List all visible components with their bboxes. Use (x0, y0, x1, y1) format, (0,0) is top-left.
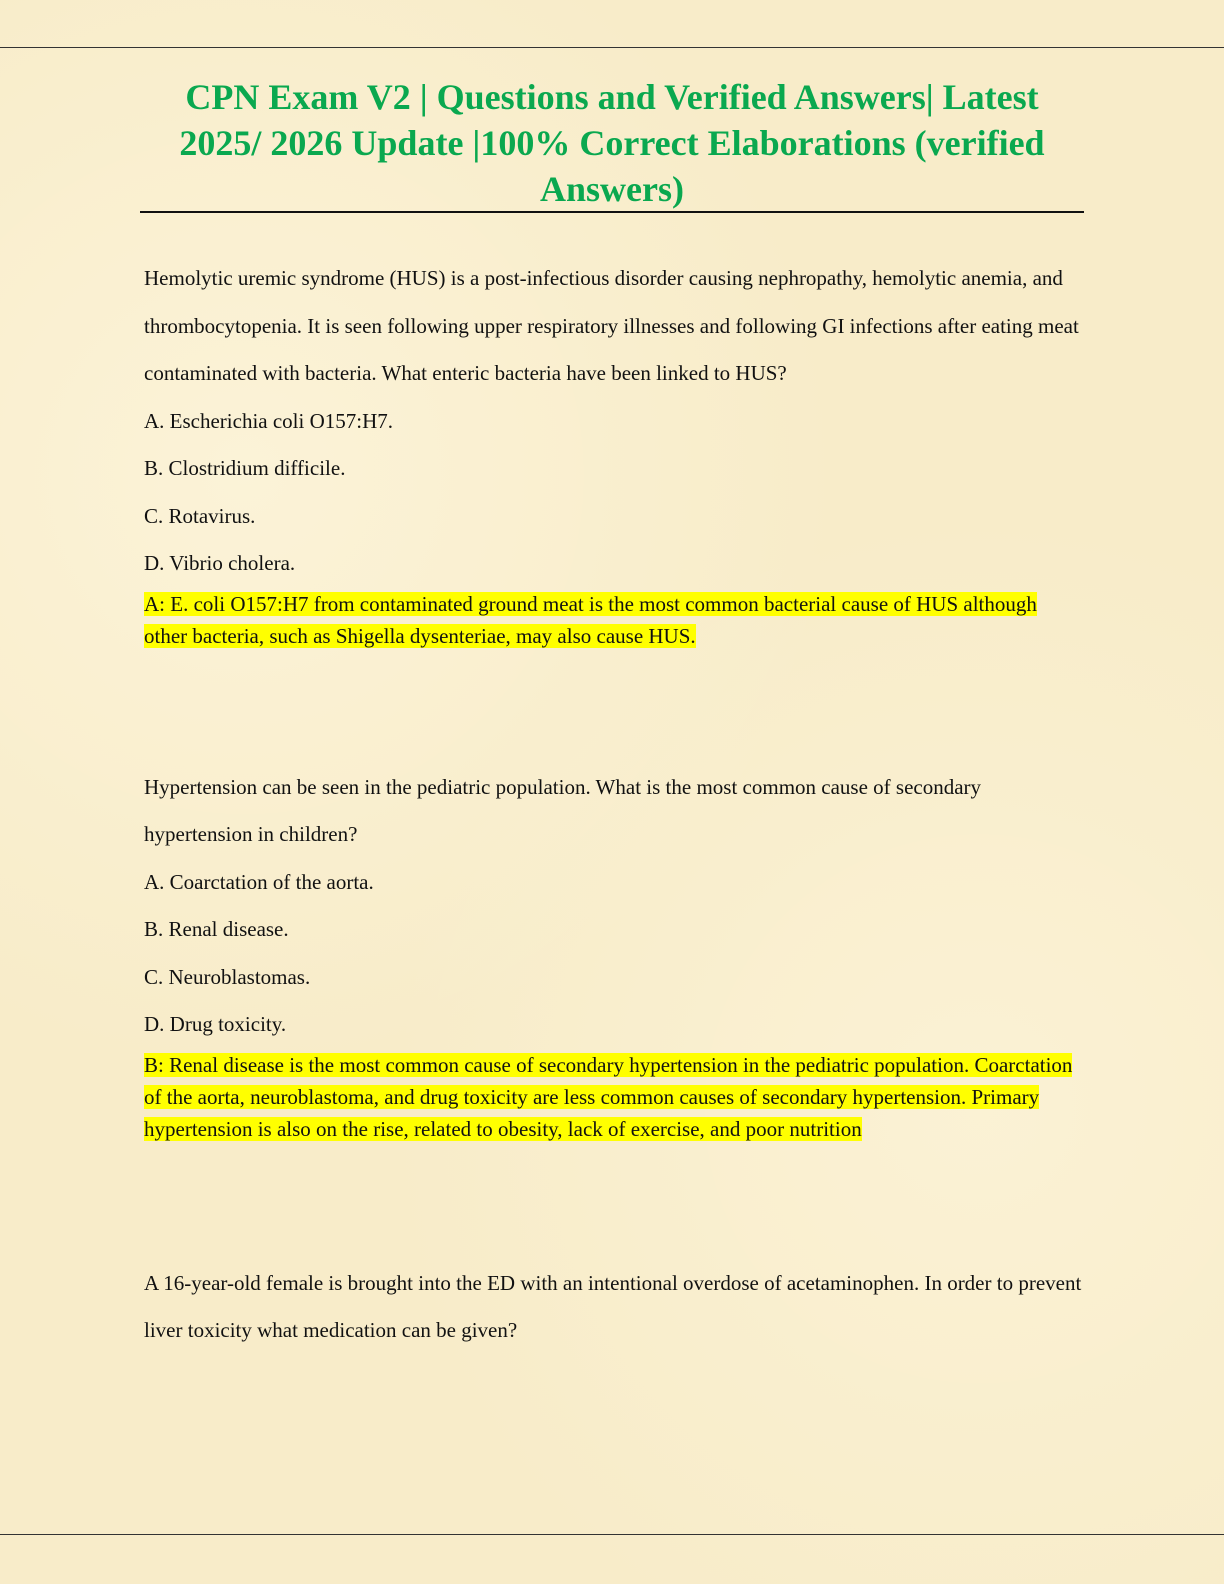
answer-option: C. Neuroblastomas. (144, 964, 311, 989)
spacer (144, 1145, 1084, 1260)
question-stem: Hemolytic uremic syndrome (HUS) is a post-infectious disorder causing nephropathy, hemolytic anemia, and thrombocytopenia. It is seen following upper respiratory illnesses and following GI infections after eating meat contaminated with bacteria. What enteric bacteria have been linked to HUS? (144, 266, 1079, 385)
question-stem: Hypertension can be seen in the pediatric population. What is the most common cause of secondary hypertension in children? (144, 774, 982, 846)
highlighted-answer: A: E. coli O157:H7 from contaminated ground meat is the most common bacterial cause of HUS although other bacteria, such as Shigella dysenteriae, may also cause HUS. (144, 591, 1037, 648)
spacer (144, 652, 1084, 764)
question-block (144, 764, 1084, 1145)
answer-option: C. Rotavirus. (144, 503, 256, 528)
question-block (144, 255, 1084, 652)
document-title: CPN Exam V2 | Questions and Verified Answers| Latest 2025/ 2026 Update |100% Correct Elaborations (verified Answers) (179, 77, 1045, 209)
answer-option: B. Renal disease. (144, 917, 289, 941)
answer-explanation (144, 588, 1074, 652)
question-block (144, 1260, 1084, 1355)
top-divider (0, 47, 1224, 48)
question-stem: A 16-year-old female is brought into the ED with an intentional overdose of acetaminophen. In order to prevent liver toxicity what medication can be given? (144, 1270, 1082, 1342)
title-underline (140, 211, 1084, 213)
answer-option: D. Vibrio cholera. (144, 551, 296, 575)
bottom-divider (0, 1534, 1224, 1535)
answer-option: D. Drug toxicity. (144, 1012, 287, 1036)
answer-option: A. Escherichia coli O157:H7. (144, 408, 394, 433)
highlighted-answer: B: Renal disease is the most common cause of secondary hypertension in the pediatric population. Coarctation of the aorta, neuroblastoma, and drug toxicity are less common causes of secondary hypertension. Primary hypertension is also on the rise, related to obesity, lack of exercise, and poor nutrition (144, 1052, 1073, 1141)
answer-option: A. Coarctation of the aorta. (144, 869, 374, 894)
answer-explanation (144, 1049, 1074, 1145)
answer-option: B. Clostridium difficile. (144, 456, 346, 480)
document-body (144, 255, 1084, 1355)
